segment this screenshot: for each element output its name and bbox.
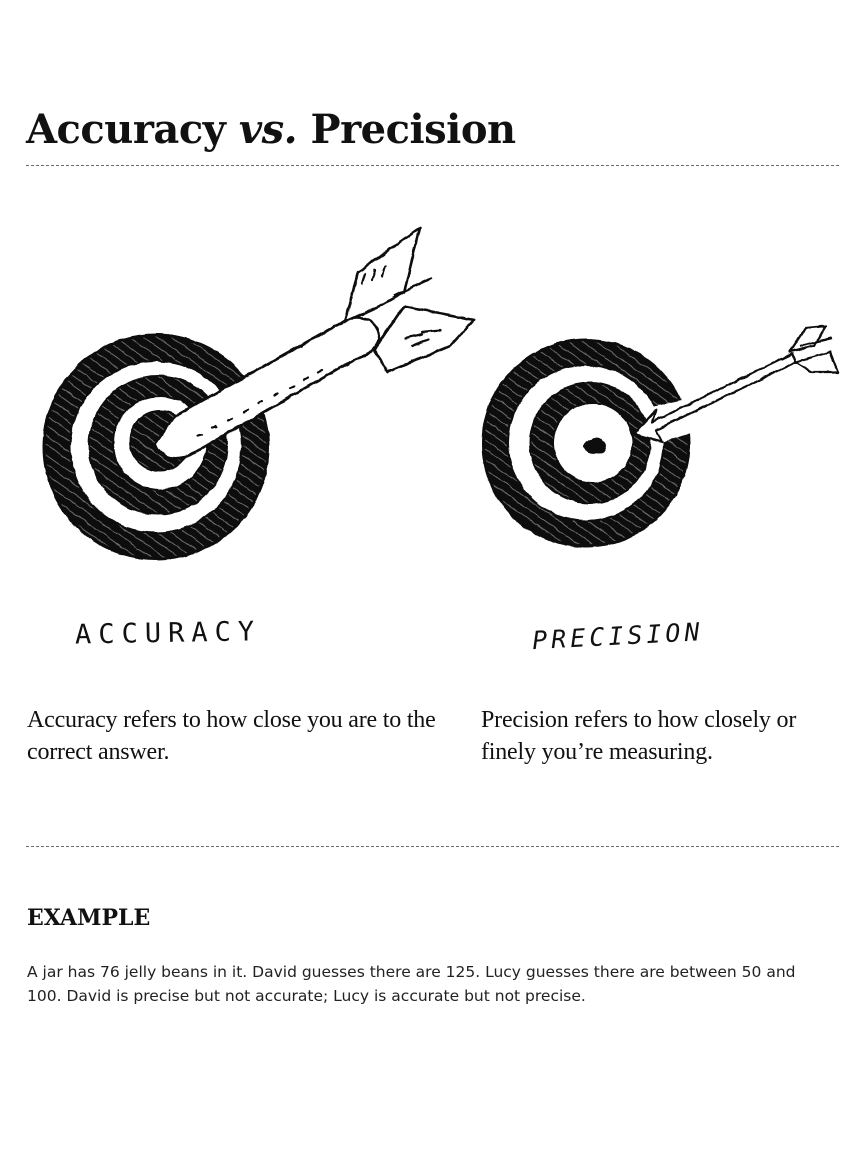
precision-caption: Precision refers to how closely or finely you’re measuring. bbox=[481, 707, 797, 765]
top-divider bbox=[26, 165, 839, 166]
accuracy-arrow-icon bbox=[155, 228, 474, 458]
accuracy-caption: Accuracy refers to how close you are to the correct answer. bbox=[27, 707, 436, 765]
title-precision: Precision bbox=[310, 106, 516, 153]
example-heading: EXAMPLE bbox=[27, 905, 151, 931]
illustrations bbox=[0, 200, 848, 670]
example-body: A jar has 76 jelly beans in it. David guesses there are 125. Lucy guesses there are between 50 and 100. David is precise but not accurate; Lucy is accurate but not precise. bbox=[27, 963, 796, 1005]
accuracy-handwritten-label: ACCURACY bbox=[74, 616, 262, 651]
title-accuracy: Accuracy bbox=[26, 106, 226, 153]
page-title bbox=[26, 104, 516, 156]
title-vs: vs. bbox=[238, 106, 298, 153]
precision-handwritten-label: PRECISION bbox=[531, 617, 705, 656]
middle-divider bbox=[26, 846, 839, 847]
